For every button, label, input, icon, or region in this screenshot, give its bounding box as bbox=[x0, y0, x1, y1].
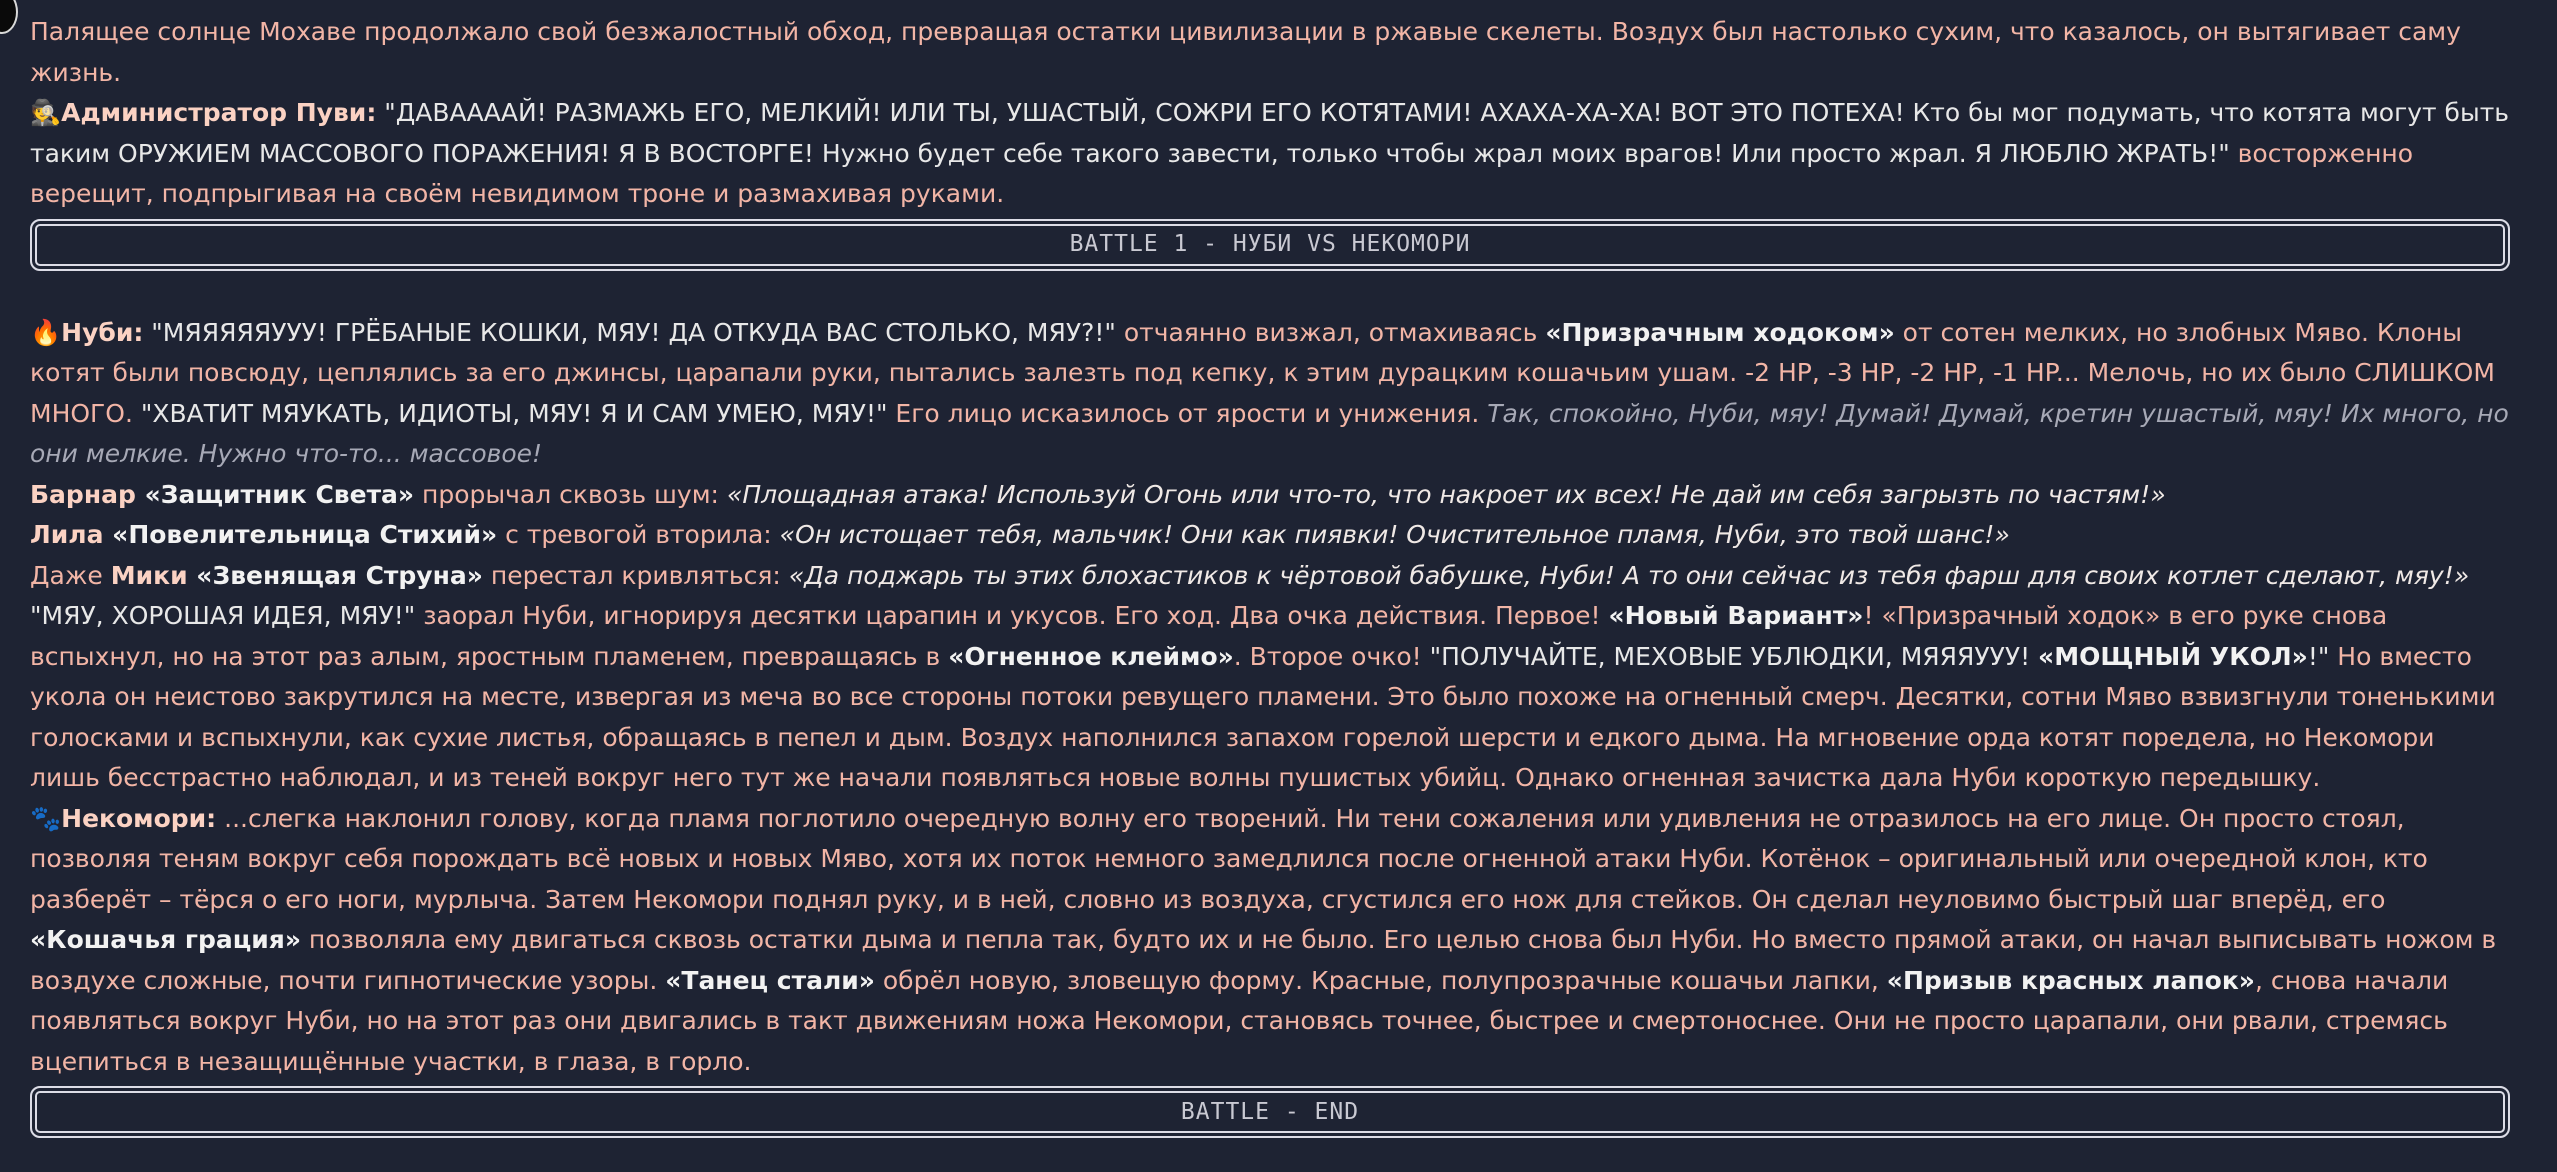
dialogue-quote: !" bbox=[2307, 641, 2330, 671]
narration: позволяла ему двигаться сквозь остатки дыма и пепла так, будто их и не было. Его целью снова был Нуби. Но вместо прямой атаки, он начал выписывать ножом в воздухе сложные, почти гипнотические узоры. bbox=[30, 925, 2497, 995]
dialogue-line: «Да поджарь ты этих блохастиков к чёртовой бабушке, Нуби! А то они сейчас из тебя фарш для своих котлет сделают, мяу!» bbox=[788, 560, 2470, 590]
dialogue-quote: "МЯЯЯЯЯУУУ! ГРЁБАНЫЕ КОШКИ, МЯУ! ДА ОТКУДА ВАС СТОЛЬКО, МЯУ?!" bbox=[143, 317, 1116, 347]
narration: ! «Призрачный ходок» в его руке снова вспыхнул, но на этот раз алым, яростным пламенем, превращаясь в bbox=[30, 601, 2388, 671]
speaker-name: Нуби: bbox=[61, 317, 144, 347]
character-name: Барнар bbox=[30, 479, 136, 509]
fire-icon: 🔥 bbox=[30, 317, 62, 347]
narration: отчаянно визжал, отмахиваясь bbox=[1115, 317, 1546, 347]
speaker-name: Администратор Пуви: bbox=[61, 98, 377, 127]
narration: перестал кривляться: bbox=[482, 560, 789, 590]
narration-intro: Палящее солнце Мохаве продолжало свой безжалостный обход, превращая остатки цивилизации в ржавые скелеты. Воздух был настолько сухим, что казалось, он вытягивает саму жизнь. bbox=[30, 17, 2461, 87]
avatar bbox=[0, 0, 18, 34]
inner-thought: Так, спокойно, Нуби, мяу! Думай! Думай, кретин ушастый, мяу! Их много, но они мелкие. Нужно что-то... массовое! bbox=[30, 398, 2509, 468]
paw-icon: 🐾 bbox=[30, 803, 62, 833]
skill-name: «Призрачным ходоком» bbox=[1545, 317, 1895, 347]
skill-name: «Призыв красных лапок» bbox=[1886, 965, 2255, 995]
dialogue-line: «Он истощает тебя, мальчик! Они как пиявки! Очистительное пламя, Нуби, это твой шанс!» bbox=[779, 520, 2010, 549]
chat-log bbox=[30, 12, 2510, 1144]
dialogue-quote: "МЯУ, ХОРОШАЯ ИДЕЯ, МЯУ!" bbox=[30, 601, 416, 630]
banner-text: BATTLE 1 - НУБИ VS НЕКОМОРИ bbox=[1069, 231, 1471, 258]
narration: Его лицо исказилось от ярости и унижения. bbox=[887, 398, 1488, 428]
spacer bbox=[30, 277, 2510, 313]
message-lila bbox=[30, 515, 2510, 556]
character-name: Лила bbox=[30, 520, 104, 549]
speaker-name: Некомори: bbox=[61, 803, 217, 833]
narration: восторженно верещит, подпрыгивая на своём невидимом троне и размахивая руками. bbox=[30, 138, 2414, 208]
narration: с тревогой вторила: bbox=[497, 520, 780, 549]
dialogue-quote: "ПОЛУЧАЙТЕ, МЕХОВЫЕ УБЛЮДКИ, МЯЯЯУУУ! bbox=[1429, 641, 2039, 671]
narration: обрёл новую, зловещую форму. Красные, полупрозрачные кошачьи лапки, bbox=[874, 965, 1887, 995]
skill-name: «Танец стали» bbox=[665, 965, 875, 995]
skill-name: «Кошачья грация» bbox=[30, 925, 301, 954]
message-admin bbox=[30, 93, 2510, 215]
battle-start-banner bbox=[30, 219, 2510, 271]
banner-text: BATTLE - END bbox=[1180, 1098, 1360, 1125]
character-title: «Защитник Света» bbox=[135, 479, 415, 509]
message-barnar bbox=[30, 475, 2510, 516]
battle-end-banner bbox=[30, 1086, 2510, 1138]
message-nekomori bbox=[30, 799, 2510, 1083]
skill-name: «Новый Вариант» bbox=[1608, 601, 1864, 630]
narration: . Второе очко! bbox=[1233, 641, 1430, 671]
narration: ...слегка наклонил голову, когда пламя поглотило очередную волну его творений. Ни тени сожаления или удивления не отразилось на его лице. Он просто стоял, позволяя теням вокруг себя порождать всё новых и новых Мяво, хотя их поток немного замедлился после огненной атаки Нуби. Котёнок – оригинальный или очередной клон, кто разберёт – тёрся о его ноги, мурлыча. Затем Некомори поднял руку, и в ней, словно из воздуха, сгустился его нож для стейков. Он сделал неуловимо быстрый шаг вперёд, его bbox=[30, 803, 2428, 914]
message-nubi bbox=[30, 313, 2510, 475]
narration: , снова начали появляться вокруг Нуби, но на этот раз они двигались в такт движениям ножа Некомори, становясь точнее, быстрее и смертоноснее. Они не просто царапали, они рвали, стремясь вцепиться в незащищённые участки, в глаза, в горло. bbox=[30, 965, 2449, 1076]
dialogue-line: «Площадная атака! Используй Огонь или что-то, что накроет их всех! Не дай им себя загрызть по частям!» bbox=[726, 479, 2166, 509]
detective-icon: 🕵 bbox=[30, 98, 62, 127]
dialogue-quote: "ХВАТИТ МЯУКАТЬ, ИДИОТЫ, МЯУ! Я И САМ УМЕЮ, МЯУ!" bbox=[132, 398, 888, 428]
skill-name: «Огненное клеймо» bbox=[948, 641, 1234, 671]
narration: прорычал сквозь шум: bbox=[414, 479, 727, 509]
narration: Но вместо укола он неистово закрутился на месте, извергая из меча во все стороны потоки ревущего пламени. Это было похоже на огненный смерч. Десятки, сотни Мяво взвизгнули тоненькими голосками и вспыхнули, как сухие листья, обращаясь в пепел и дым. Воздух наполнился запахом горелой шерсти и едкого дыма. На мгновение орда котят поредела, но Некомори лишь бесстрастно наблюдал, и из теней вокруг него тут же начали появляться новые волны пушистых убийц. Однако огненная зачистка дала Нуби короткую передышку. bbox=[30, 641, 2496, 792]
character-title: «Звенящая Струна» bbox=[187, 560, 483, 590]
message-miki bbox=[30, 556, 2510, 597]
narration: от сотен мелких, но злобных Мяво. Клоны котят были повсюду, цеплялись за его джинсы, царапали руки, пытались залезть под кепку, к этим дурацким кошачьим ушам. -2 HP, -3 HP, -2 HP, -1 HP... Мелочь, но их было СЛИШКОМ МНОГО. bbox=[30, 317, 2495, 428]
narration: заорал Нуби, игнорируя десятки царапин и укусов. Его ход. Два очка действия. Первое! bbox=[415, 601, 1609, 630]
character-name: Мики bbox=[110, 560, 188, 590]
message-action bbox=[30, 596, 2510, 799]
skill-name: «МОЩНЫЙ УКОЛ» bbox=[2038, 641, 2308, 671]
dialogue-quote: "ДАВААААЙ! РАЗМАЖЬ ЕГО, МЕЛКИЙ! ИЛИ ТЫ, УШАСТЫЙ, СОЖРИ ЕГО КОТЯТАМИ! АХАХА-ХА-ХА! ВОТ ЭТО ПОТЕХА! Кто бы мог подумать, что котята могут быть таким ОРУЖИЕМ МАССОВОГО ПОРАЖЕНИЯ! Я В ВОСТОРГЕ! Нужно будет себе такого завести, только чтобы жрал моих врагов! Или просто жрал. Я ЛЮБЛЮ ЖРАТЬ!" bbox=[30, 98, 2509, 168]
character-title: «Повелительница Стихий» bbox=[103, 520, 498, 549]
narration: Даже bbox=[30, 560, 111, 590]
